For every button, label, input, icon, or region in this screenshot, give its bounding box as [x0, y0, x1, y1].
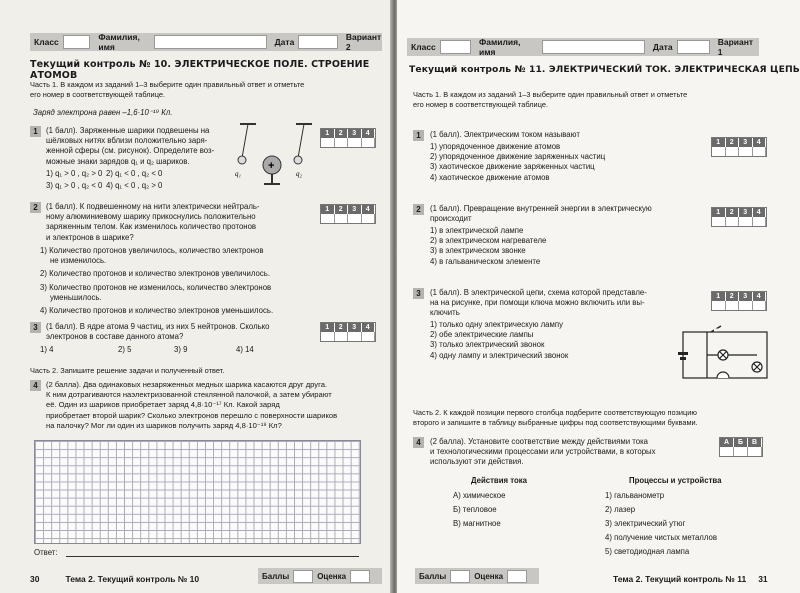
surname-field[interactable]	[154, 35, 267, 49]
question-number: 4	[413, 437, 424, 448]
left-title: Текущий контроль № 10. ЭЛЕКТРИЧЕСКОЕ ПОЛЕ. СТРОЕНИЕ АТОМОВ	[30, 59, 370, 81]
answer-label: Ответ:	[34, 548, 58, 557]
list-item: 4) получение чистых металлов	[605, 533, 717, 542]
variant-label: Вариант 1	[717, 37, 754, 57]
class-label: Класс	[411, 42, 436, 52]
answer-cell[interactable]	[348, 138, 362, 147]
text-line: на на рисунке, при помощи ключа можно включить или вы-	[430, 298, 645, 308]
text-line: (1 балл). В электрической цепи, схема которой представле-	[430, 288, 647, 297]
question-number: 2	[413, 204, 424, 215]
cell-digit: 3	[348, 323, 362, 332]
cell-letter: А	[720, 438, 734, 447]
q3-answers[interactable]	[430, 320, 568, 361]
answer-line[interactable]: 2) в электрическом нагревателе	[430, 236, 547, 246]
q2-answers[interactable]	[430, 226, 546, 267]
answer-line[interactable]: 3) только электрический звонок	[430, 340, 545, 350]
score-label: Баллы	[262, 571, 290, 581]
answer-cell[interactable]	[321, 214, 335, 223]
answer-line[interactable]: 4) Количество протонов и количество электронов уменьшилось.	[40, 306, 274, 316]
cell-digit: 1	[712, 208, 726, 217]
right-header	[407, 38, 759, 56]
answer-line[interactable]: не изменилось.	[50, 256, 107, 266]
answer-table-q4[interactable]	[719, 437, 763, 457]
q1-answer[interactable]: 1) q₁ > 0 , q₂ > 0	[46, 169, 103, 178]
q1-text	[46, 126, 214, 167]
date-label: Дата	[274, 37, 295, 47]
answer-cell[interactable]	[739, 301, 753, 310]
footer-title: Тема 2. Текущий контроль № 11	[613, 574, 747, 584]
q3-answer[interactable]: 1) 4	[40, 345, 54, 354]
left-header	[30, 33, 382, 51]
class-field[interactable]	[63, 35, 91, 49]
part1-instr-1: Часть 1. В каждом из заданий 1–3 выберите один правильный ответ и отметьте	[30, 80, 305, 89]
q1-answer[interactable]: 4) q₁ < 0 , q₂ > 0	[106, 181, 163, 190]
question-number: 1	[413, 130, 424, 141]
answer-line[interactable]: 4) в гальваническом элементе	[430, 256, 541, 266]
text-line: происходит	[430, 214, 472, 224]
plus-sign: +	[268, 160, 275, 172]
text-line: (2 балла). Два одинаковых незаряженных медных шарика касаются друг друга.	[46, 380, 328, 389]
date-field[interactable]	[298, 35, 338, 49]
answer-cell[interactable]	[321, 138, 335, 147]
score-box	[415, 568, 539, 584]
list-item: А) химическое	[453, 491, 506, 500]
answer-cell[interactable]	[726, 301, 740, 310]
date-label: Дата	[652, 42, 673, 52]
col1-list	[453, 489, 505, 531]
charge-note: Заряд электрона равен –1,6·10⁻¹⁹ Кл.	[33, 108, 173, 117]
q4-text	[430, 437, 656, 468]
cell-digit: 4	[362, 129, 376, 138]
solution-grid[interactable]	[34, 440, 361, 544]
question-number: 4	[30, 380, 41, 391]
answer-line[interactable]: 4) одну лампу и электрический звонок	[430, 350, 569, 360]
answer-line[interactable]: 1) только одну электрическую лампу	[430, 320, 563, 329]
answer-table-q2[interactable]	[711, 207, 767, 227]
question-number: 1	[30, 126, 41, 137]
cell-digit: 4	[362, 205, 376, 214]
grade-field[interactable]	[350, 570, 370, 583]
class-label: Класс	[34, 37, 59, 47]
answer-line[interactable]: 1) в электрической лампе	[430, 226, 524, 235]
answer-line[interactable]: 2) обе электрические лампы	[430, 330, 534, 340]
list-item: 3) электрический утюг	[605, 519, 686, 528]
answer-cell[interactable]	[321, 332, 335, 341]
cell-letter: Б	[734, 438, 748, 447]
answer-cell[interactable]	[335, 214, 349, 223]
left-page	[0, 0, 392, 593]
answer-cell[interactable]	[734, 447, 748, 456]
cell-digit: 3	[739, 292, 753, 301]
answer-table-q3[interactable]	[320, 322, 376, 342]
text-line: ключить	[430, 308, 460, 318]
cell-digit: 1	[321, 323, 335, 332]
text-line: шёлковых нитях вблизи положительно заря-	[46, 136, 208, 146]
surname-field[interactable]	[542, 40, 645, 54]
text-line: (1 балл). Заряженные шарики подвешены на	[46, 126, 210, 135]
list-item: Б) тепловое	[453, 505, 497, 514]
answer-cell[interactable]	[362, 214, 376, 223]
text-line: электронов в составе данного атома?	[46, 332, 184, 342]
answer-line[interactable]: 1) Количество протонов увеличилось, количество электронов	[40, 246, 264, 255]
answer-table-q1[interactable]	[711, 137, 767, 157]
cell-digit: 3	[739, 138, 753, 147]
q1-answers[interactable]	[430, 142, 605, 183]
answer-cell[interactable]	[712, 147, 726, 156]
answer-cell[interactable]	[739, 147, 753, 156]
text-line: её. Один из шариков приобретает заряд 4,8·10⁻¹⁷ Кл. Какой заряд	[46, 400, 280, 410]
part1-instr-2: его номер в соответствующей таблице.	[413, 100, 549, 109]
answer-line[interactable]	[66, 556, 359, 557]
answer-line[interactable]: 3) в электрическом звонке	[430, 246, 526, 256]
cell-digit: 2	[335, 129, 349, 138]
answer-line[interactable]: 3) Количество протонов не изменилось, количество электронов	[40, 282, 272, 292]
text-line: женной сферы (см. рисунок). Определите воз-	[46, 146, 215, 156]
q3-answer[interactable]: 3) 9	[174, 345, 188, 354]
right-footer	[613, 571, 768, 587]
text-line: (1 балл). К подвешенному на нити электрически нейтраль-	[46, 202, 260, 211]
footer-title: Тема 2. Текущий контроль № 10	[65, 574, 200, 584]
cell-digit: 2	[335, 205, 349, 214]
cell-digit: 3	[348, 205, 362, 214]
answer-cell[interactable]	[753, 147, 767, 156]
surname-label: Фамилия, имя	[478, 37, 521, 57]
part1-instr-1: Часть 1. В каждом из заданий 1–3 выберите один правильный ответ и отметьте	[413, 90, 688, 99]
answer-cell[interactable]	[348, 214, 362, 223]
q1-answer[interactable]: 2) q₁ < 0 , q₂ < 0	[106, 169, 163, 178]
circuit-diagram	[677, 322, 773, 384]
answer-cell[interactable]	[362, 332, 376, 341]
answer-cell[interactable]	[753, 217, 767, 226]
right-title: Текущий контроль № 11. ЭЛЕКТРИЧЕСКИЙ ТОК. ЭЛЕКТРИЧЕСКАЯ ЦЕПЬ	[409, 64, 800, 75]
class-field[interactable]	[440, 40, 471, 54]
answer-cell[interactable]	[712, 217, 726, 226]
score-field[interactable]	[450, 570, 470, 583]
text-line: используют эти действия.	[430, 457, 524, 467]
answer-line[interactable]: 2) Количество протонов и количество электронов увеличилось.	[40, 269, 270, 279]
variant-label: Вариант 2	[345, 32, 382, 52]
answer-line[interactable]: 4) хаотическое движение атомов	[430, 172, 550, 182]
text-line: можные знаки зарядов q₁ и q₂ шариков.	[46, 156, 190, 166]
text-line: (1 балл). В ядре атома 9 частиц, из них 5 нейтронов. Сколько	[46, 322, 270, 331]
answer-cell[interactable]	[362, 138, 376, 147]
cell-digit: 1	[321, 129, 335, 138]
col2-list	[605, 489, 717, 559]
text-line: ному алюминиевому шарику прикоснулись положительно	[46, 212, 256, 222]
list-item: 5) светодиодная лампа	[605, 547, 690, 556]
score-box	[258, 568, 382, 584]
score-label: Баллы	[419, 571, 447, 581]
cell-digit: 2	[726, 292, 740, 301]
text-line: заряженным телом. Как изменилось количество протонов	[46, 222, 257, 232]
text-line: К ним дотрагиваются наэлектризованной стеклянной палочкой, а затем убирают	[46, 390, 332, 400]
answer-cell[interactable]	[335, 332, 349, 341]
text-line: приобретает второй шарик? Сколько электронов перешло с поверхности шариков	[46, 410, 338, 420]
answer-cell[interactable]	[726, 147, 740, 156]
answer-cell[interactable]	[748, 447, 762, 456]
question-number: 2	[30, 202, 41, 213]
col2-heading: Процессы и устройства	[629, 476, 722, 485]
right-page	[397, 0, 800, 593]
cell-digit: 4	[753, 208, 767, 217]
part2-instr: Часть 2. Запишите решение задачи и полученный ответ.	[30, 366, 225, 375]
grade-label: Оценка	[317, 571, 347, 581]
text-line: на палочку? Мог ли один из шариков получить заряд 4,8·10⁻¹⁹ Кл?	[46, 420, 282, 430]
page-number: 30	[30, 574, 40, 584]
score-field[interactable]	[293, 570, 313, 583]
answer-cell[interactable]	[335, 138, 349, 147]
col1-heading: Действия тока	[471, 476, 527, 485]
q1-text: (1 балл). Электрическим током называют	[430, 130, 580, 139]
cell-digit: 2	[726, 138, 740, 147]
answer-cell[interactable]	[720, 447, 734, 456]
cell-digit: 2	[726, 208, 740, 217]
question-number: 3	[30, 322, 41, 333]
list-item: 2) лазер	[605, 505, 636, 514]
answer-cell[interactable]	[712, 301, 726, 310]
q3-text	[430, 288, 647, 319]
list-item: В) магнитное	[453, 519, 501, 528]
date-field[interactable]	[677, 40, 710, 54]
text-line: и технологическими процессами или устройствами, в которых	[430, 447, 656, 457]
cell-digit: 1	[321, 205, 335, 214]
q2-answers[interactable]	[40, 246, 273, 316]
q1-label: q₁	[235, 170, 241, 178]
answer-line[interactable]: 3) хаотическое движение заряженных частиц	[430, 162, 595, 172]
cell-digit: 1	[712, 292, 726, 301]
grade-field[interactable]	[507, 570, 527, 583]
answer-cell[interactable]	[348, 332, 362, 341]
cell-digit: 4	[362, 323, 376, 332]
q2-text	[430, 204, 652, 224]
charged-balls-figure	[228, 120, 318, 190]
cell-digit: 3	[348, 129, 362, 138]
cell-digit: 4	[753, 138, 767, 147]
list-item: 1) гальванометр	[605, 491, 665, 500]
answer-line[interactable]: 2) упорядоченное движение заряженных частиц	[430, 152, 606, 162]
text-line: (2 балла). Установите соответствие между действиями тока	[430, 437, 648, 446]
page-number: 31	[758, 574, 768, 584]
q3-answer[interactable]: 2) 5	[118, 345, 132, 354]
cell-letter: В	[748, 438, 762, 447]
answer-line[interactable]: уменьшилось.	[50, 292, 102, 302]
q1-answer[interactable]: 3) q₁ > 0 , q₂ < 0	[46, 181, 103, 190]
q3-text	[46, 322, 270, 342]
answer-cell[interactable]	[753, 301, 767, 310]
answer-table-q1[interactable]	[320, 128, 376, 148]
q2-text	[46, 202, 260, 243]
part1-instr-2: его номер в соответствующей таблице.	[30, 90, 166, 99]
cell-digit: 3	[739, 208, 753, 217]
answer-line[interactable]: 1) упорядоченное движение атомов	[430, 142, 561, 151]
text-line: (1 балл). Превращение внутренней энергии в электрическую	[430, 204, 652, 213]
q2-label: q₂	[296, 170, 302, 178]
answer-cell[interactable]	[739, 217, 753, 226]
cell-digit: 4	[753, 292, 767, 301]
q3-answer[interactable]: 4) 14	[236, 345, 254, 354]
cell-digit: 1	[712, 138, 726, 147]
surname-label: Фамилия, имя	[98, 32, 140, 52]
grade-label: Оценка	[474, 571, 504, 581]
q4-text	[46, 380, 337, 431]
text-line: Часть 2. К каждой позиции первого столбца подберите соответствующую позицию	[413, 408, 697, 417]
answer-table-q3[interactable]	[711, 291, 767, 311]
text-line: и электронов в шарике?	[46, 232, 134, 242]
cell-digit: 2	[335, 323, 349, 332]
part2-instr	[413, 408, 698, 428]
text-line: второго и запишите в таблицу выбранные цифры под соответствующими буквами.	[413, 418, 698, 428]
answer-cell[interactable]	[726, 217, 740, 226]
question-number: 3	[413, 288, 424, 299]
answer-table-q2[interactable]	[320, 204, 376, 224]
left-footer	[30, 571, 199, 587]
